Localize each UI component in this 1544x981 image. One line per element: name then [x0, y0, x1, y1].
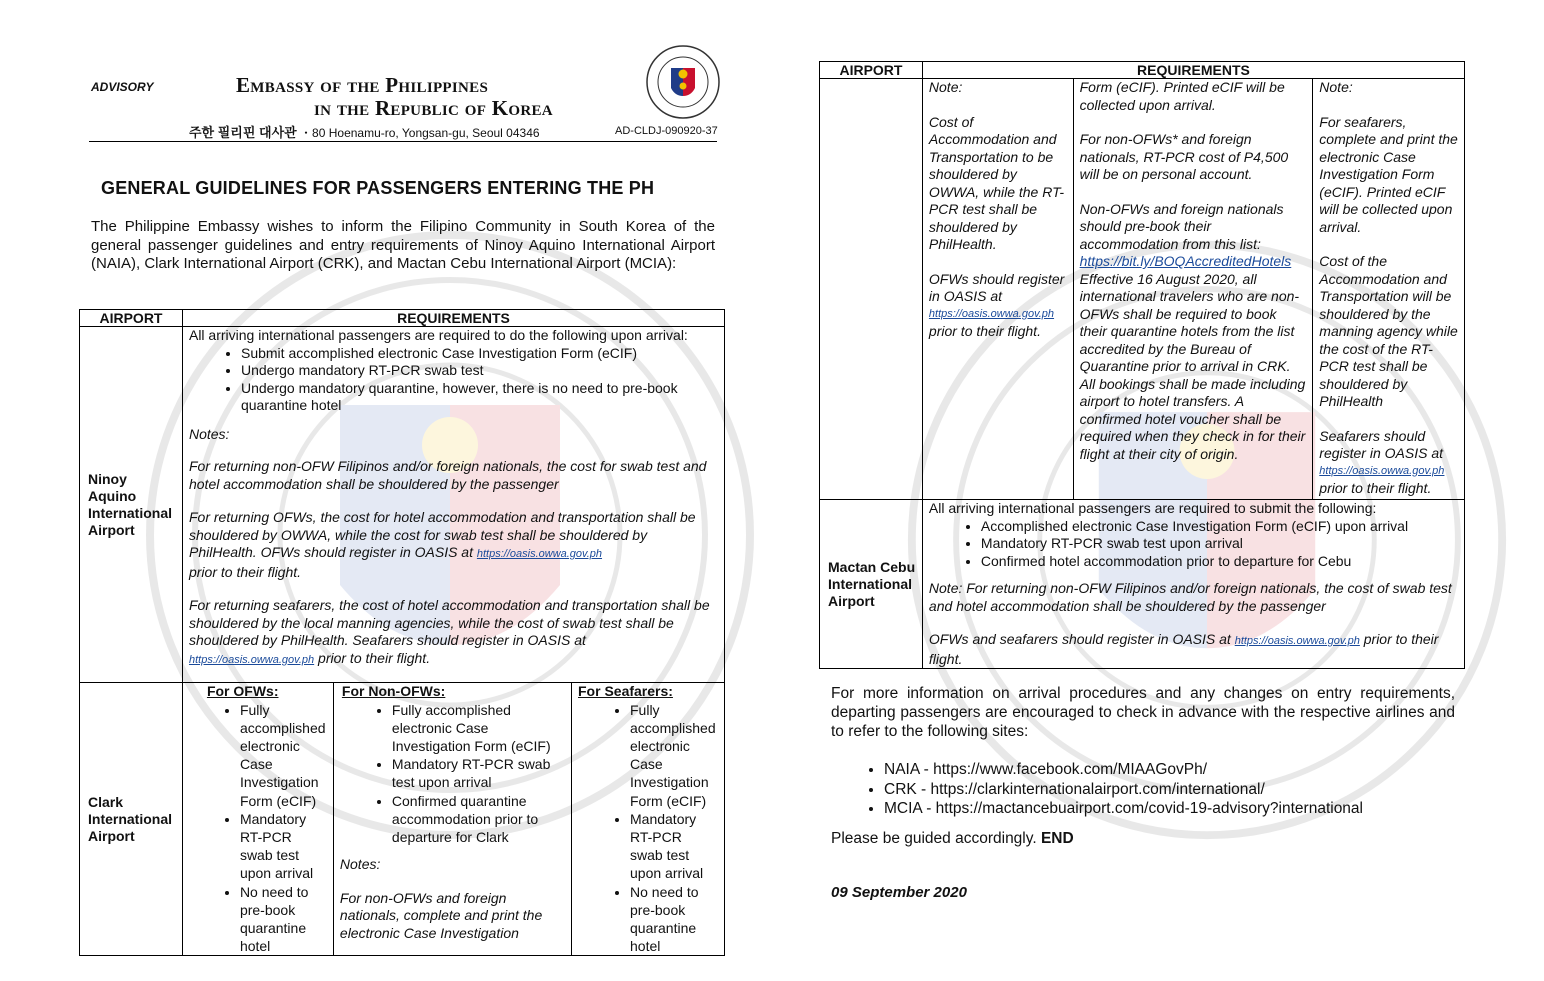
clark-nonofw-notes-cell — [1073, 79, 1313, 500]
table-header-row — [820, 62, 1465, 79]
clark-seafarer-note-label: Note: — [1319, 79, 1353, 95]
airport-column-header: AIRPORT — [820, 62, 923, 79]
list-item: • Undergo mandatory quarantine, however, there is no need to pre-book quarantine hotel — [241, 380, 718, 415]
list-item: • Submit accomplished electronic Case Investigation Form (eCIF) — [241, 345, 718, 363]
clark-ofw-notes-cell — [922, 79, 1073, 500]
mcia-bullet-list — [929, 518, 1458, 571]
embassy-name — [236, 74, 553, 120]
clark-seafarer-cell — [572, 683, 725, 956]
mcia-register-text: OFWs and seafarers should register in OASIS at — [928, 631, 1231, 647]
naia-note-2-text: For returning OFWs, the cost for hotel accommodation and transportation shall be shouldered by OWWA, while the cost for swab test shall be shouldered by PhilHealth. OFWs should register in OASIS at — [188, 509, 696, 560]
clark-seafarer-heading: For Seafarers: — [578, 683, 673, 699]
clark-nonofw-notes-label: Notes: — [339, 856, 381, 873]
naia-note-2-end: prior to their flight. — [188, 563, 302, 580]
list-item: • Mandatory RT-PCR swab test upon arrival — [240, 810, 327, 883]
naia-note-3 — [189, 597, 718, 669]
more-info-paragraph: For more information on arrival procedures and any changes on entry requirements, departing passengers are encouraged to check in advance with the respective airlines and to refer to the following sites: — [831, 685, 1455, 740]
airport-name-clark: Clark International Airport — [80, 683, 183, 956]
naia-note-3-end: prior to their flight. — [318, 649, 431, 666]
clark-seafarer-register-end: prior to their flight. — [1319, 480, 1432, 496]
clark-nonofw-note-part2: Form (eCIF). Printed eCIF will be collected upon arrival. — [1079, 79, 1285, 113]
list-item: • Confirmed quarantine accommodation prior to departure for Clark — [392, 792, 565, 847]
reference-number: AD-CLDJ-090920-37 — [615, 125, 718, 137]
oasis-link[interactable]: https://oasis.owwa.gov.ph — [928, 307, 1055, 320]
clark-ofw-heading: For OFWs: — [206, 683, 279, 699]
document-date: 09 September 2020 — [831, 884, 967, 901]
clark-nonofw-prebook: Non-OFWs and foreign nationals should pre-book their accommodation from this list: — [1079, 200, 1284, 252]
oasis-link[interactable]: https://oasis.owwa.gov.ph — [476, 548, 603, 560]
clark-seafarer-cost-note: Cost of the Accommodation and Transportation will be shouldered by the manning agency while the cost of the RT-PCR test shall be shouldered by PhilHealth — [1319, 253, 1458, 409]
naia-note-3-text: For returning seafarers, the cost of hotel accommodation and transportation shall be shouldered by the local manning agencies, while the cost of swab test shall be shouldered by PhilHealth. Seafarers should register in OASIS at — [188, 597, 710, 648]
requirements-column-header: REQUIREMENTS — [182, 310, 724, 327]
accredited-hotels-link[interactable]: https://bit.ly/BOQAccreditedHotels — [1079, 253, 1292, 269]
sites-list — [860, 760, 1363, 819]
embassy-address: ・80 Hoenamu-ro, Yongsan-gu, Seoul 04346 — [300, 126, 540, 140]
clark-nonofw-list — [340, 701, 565, 847]
table-row-naia — [80, 327, 725, 683]
naia-note-2 — [189, 509, 718, 581]
clark-ofw-cost-note: Cost of Accommodation and Transportation to be shouldered by OWWA, while the RT-PCR test shall be shouldered by PhilHealth. — [928, 113, 1065, 252]
oasis-link[interactable]: https://oasis.owwa.gov.ph — [188, 653, 315, 666]
mcia-register-end: prior to their flight. — [928, 631, 1439, 667]
requirements-column-header: REQUIREMENTS — [922, 62, 1464, 79]
requirements-table-clark-continued — [819, 61, 1465, 669]
mcia-register — [929, 631, 1458, 668]
site-link-mcia[interactable]: • MCIA - https://mactancebuairport.com/covid-19-advisory?international — [884, 799, 1363, 819]
clark-nonofw-cell — [333, 683, 571, 956]
airport-cell-empty — [820, 79, 923, 500]
clark-ofw-cell — [182, 683, 333, 956]
clark-nonofw-heading: For Non-OFWs: — [341, 683, 446, 699]
end-marker: END — [1040, 830, 1074, 847]
mcia-lead: All arriving international passengers are required to submit the following: — [928, 500, 1377, 516]
naia-bullet-list — [189, 345, 718, 415]
oasis-link[interactable]: https://oasis.owwa.gov.ph — [1234, 635, 1360, 647]
clark-ofw-list — [188, 701, 327, 956]
list-item: • No need to pre-book quarantine hotel — [240, 883, 327, 956]
address-line — [189, 122, 540, 141]
advisory-label: ADVISORY — [91, 80, 154, 94]
intro-paragraph: The Philippine Embassy wishes to inform the Filipino Community in South Korea of the general passenger guidelines and entry requirements of Ninoy Aquino International Airport (NAIA), Clark International Airport (CRK), and Mactan Cebu International Airport (MCIA): — [91, 218, 715, 272]
requirements-table-clark — [79, 682, 725, 956]
closing-text: Please be guided accordingly. — [831, 830, 1037, 847]
list-item: • No need to pre-book quarantine hotel — [630, 883, 718, 956]
page-title: GENERAL GUIDELINES FOR PASSENGERS ENTERING THE PH — [101, 178, 655, 198]
mcia-note: Note: For returning non-OFW Filipinos and/or foreign nationals, the cost of swab test and hotel accommodation shall be shouldered by the passenger — [928, 580, 1452, 614]
list-item: • Fully accomplished electronic Case Investigation Form (eCIF) — [630, 701, 718, 810]
header-divider — [89, 141, 717, 142]
clark-nonofw-cost-note: For non-OFWs* and foreign nationals, RT-PCR cost of P4,500 will be on personal account. — [1079, 131, 1289, 182]
oasis-link[interactable]: https://oasis.owwa.gov.ph — [1319, 464, 1445, 477]
naia-lead: All arriving international passengers are required to do the following upon arrival: — [188, 327, 688, 343]
list-item: • Fully accomplished electronic Case Investigation Form (eCIF) — [392, 701, 565, 756]
list-item: • Fully accomplished electronic Case Investigation Form (eCIF) — [240, 701, 327, 810]
embassy-seal-logo — [645, 44, 721, 120]
list-item: • Mandatory RT-PCR swab test upon arrival — [630, 810, 718, 883]
clark-ofw-register-end: prior to their flight. — [928, 323, 1041, 339]
list-item: • Undergo mandatory RT-PCR swab test — [241, 362, 718, 380]
list-item: • Mandatory RT-PCR swab test upon arrival — [981, 535, 1458, 553]
closing-line — [831, 830, 1074, 848]
clark-ofw-note-label: Note: — [928, 79, 963, 95]
table-row-clark — [80, 683, 725, 956]
embassy-name-line1: Embassy of the Philippines — [236, 73, 489, 97]
clark-seafarer-register: Seafarers should register in OASIS at — [1319, 427, 1443, 461]
mcia-requirements — [922, 500, 1464, 669]
naia-notes-label: Notes: — [188, 425, 230, 442]
list-item: • Mandatory RT-PCR swab test upon arrival — [392, 755, 565, 791]
clark-seafarer-notes-cell — [1313, 79, 1465, 500]
site-link-crk[interactable]: • CRK - https://clarkinternationalairport.com/international/ — [884, 780, 1363, 800]
table-row-clark-continued — [820, 79, 1465, 500]
clark-seafarer-ecif-note: For seafarers, complete and print the electronic Case Investigation Form (eCIF). Printed eCIF will be collected upon arrival. — [1319, 113, 1458, 235]
airport-column-header: AIRPORT — [80, 310, 183, 327]
list-item: • Accomplished electronic Case Investigation Form (eCIF) upon arrival — [981, 518, 1458, 536]
naia-requirements — [182, 327, 724, 683]
table-header-row — [80, 310, 725, 327]
table-row-mcia — [820, 500, 1465, 669]
airport-name-naia: Ninoy Aquino International Airport — [80, 327, 183, 683]
list-item: • Confirmed hotel accommodation prior to departure for Cebu — [981, 553, 1458, 571]
airport-name-mcia: Mactan Cebu International Airport — [820, 500, 923, 669]
clark-ofw-register: OFWs should register in OASIS at — [928, 270, 1065, 304]
naia-note-1: For returning non-OFW Filipinos and/or foreign nationals, the cost for swab test and hotel accommodation shall be shouldered by the passenger — [188, 458, 707, 492]
site-link-naia[interactable]: • NAIA - https://www.facebook.com/MIAAGovPh/ — [884, 760, 1363, 780]
korean-embassy-name: 주한 필리핀 대사관 — [189, 125, 297, 140]
embassy-name-line2: in the Republic of Korea — [314, 96, 553, 120]
clark-nonofw-effective-note: Effective 16 August 2020, all international travelers who are non-OFWs shall be required to book their quarantine hotels from the list accredited by the Bureau of Quarantine prior to arrival in CRK. All bookings shall be made including airport to hotel transfers. A confirmed hotel voucher shall be required when they check in for their flight at their city of origin. — [1079, 270, 1306, 462]
clark-nonofw-note-part1: For non-OFWs and foreign nationals, complete and print the electronic Case Investigation — [339, 889, 543, 941]
clark-seafarer-list — [578, 701, 718, 956]
requirements-table-naia — [79, 309, 725, 683]
